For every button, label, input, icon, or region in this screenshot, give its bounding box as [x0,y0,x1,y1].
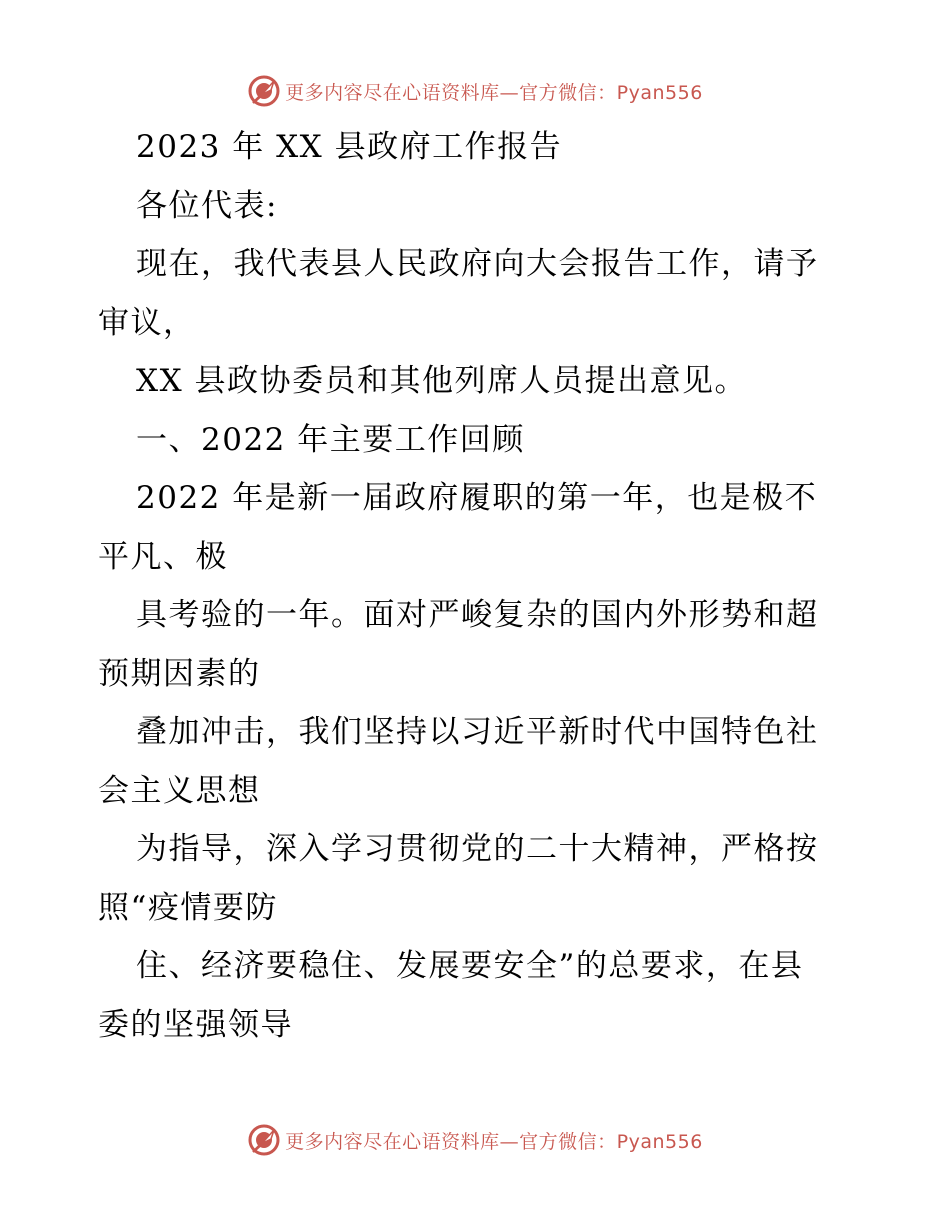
text-line: 会主义思想 [98,772,261,809]
watermark-footer [0,1120,950,1160]
quill-seal-icon [247,1123,281,1157]
text-line: 现在，我代表县人民政府向大会报告工作，请予 [136,246,819,282]
watermark-text: 更多内容尽在心语资料库—官方微信：Pyan556 [285,1130,703,1153]
text-line: 委的坚强领导 [98,1006,293,1043]
watermark-text: 更多内容尽在心语资料库—官方微信：Pyan556 [285,81,703,104]
watermark-header [0,71,950,111]
document-body [98,118,858,1054]
watermark-handle: Pyan556 [616,1130,703,1153]
quill-seal-icon [247,74,281,108]
watermark-handle: Pyan556 [616,81,703,104]
text-line: 具考验的一年。面对严峻复杂的国内外形势和超 [136,597,819,633]
text-line: 平凡、极 [98,538,228,575]
text-line: 照“疫情要防 [98,889,278,926]
text-line: XX 县政协委员和其他列席人员提出意见。 [136,363,747,399]
text-line: 为指导，深入学习贯彻党的二十大精神，严格按 [136,831,819,867]
text-line: 住、经济要稳住、发展要安全”的总要求，在县 [136,948,804,984]
text-line: 一、2022 年主要工作回顾 [136,421,525,458]
text-line: 预期因素的 [98,655,261,692]
text-line: 2023 年 XX 县政府工作报告 [136,129,563,165]
text-line: 2022 年是新一届政府履职的第一年，也是极不 [136,480,818,516]
text-line: 各位代表: [136,187,278,224]
text-line: 叠加冲击，我们坚持以习近平新时代中国特色社 [136,714,819,750]
text-line: 审议， [98,304,196,341]
